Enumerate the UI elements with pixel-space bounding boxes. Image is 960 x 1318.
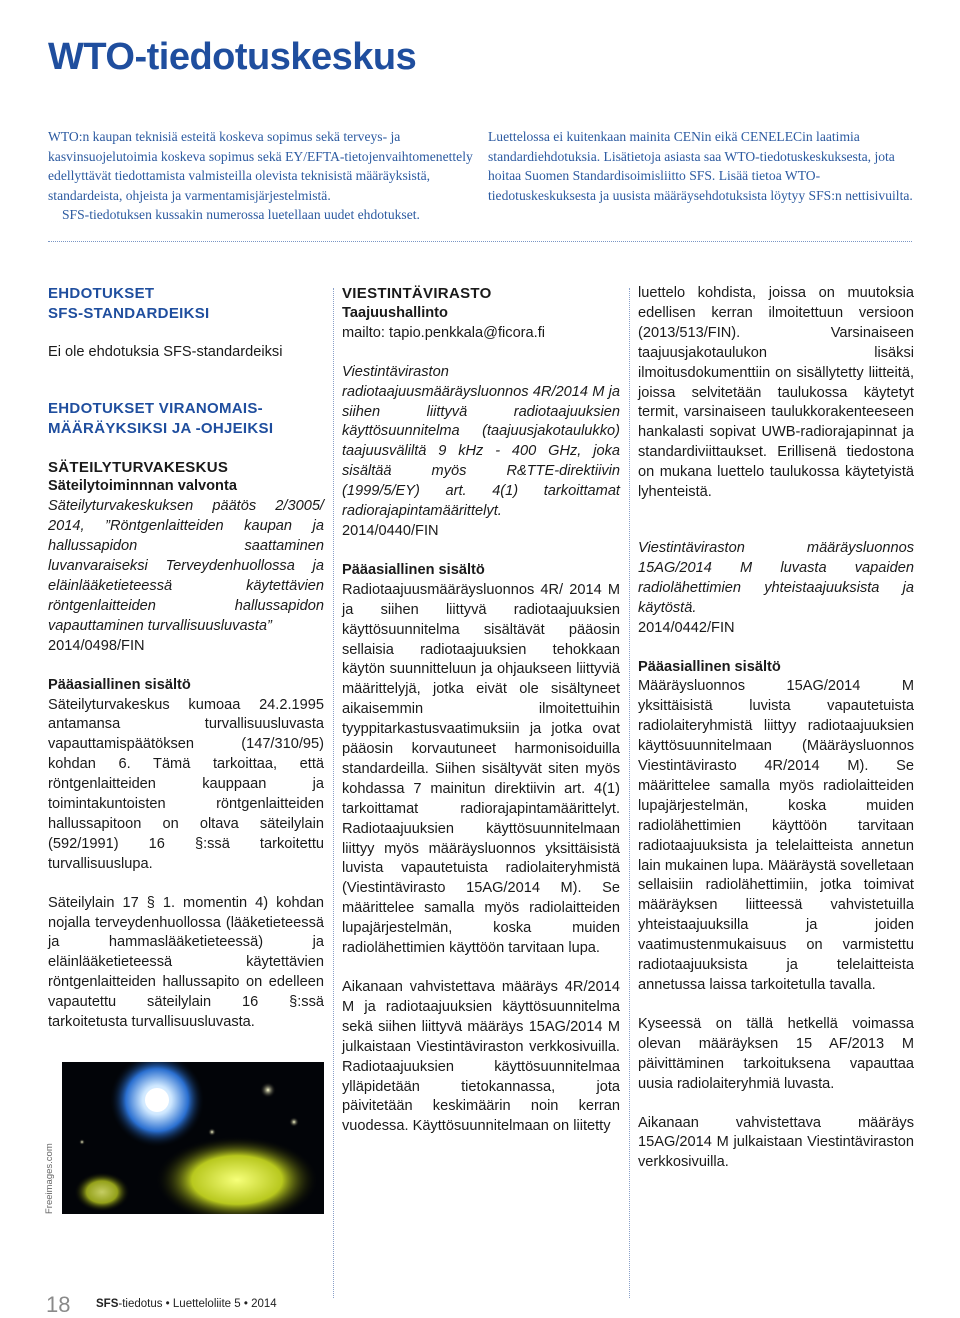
footer-brand-rest: -tiedotus (118, 1298, 163, 1310)
intro-paragraph: WTO:n kaupan teknisiä esteitä koskeva sopimus sekä terveys- ja kasvinsuojelutoimia koskeva sopimus sekä EY/EFTA-tietojenvaihtomenettely edellyttävät tiedottamista valmisteilla olevista teknisistä määräyksistä, standardeista, ohjeista ja varmentamisjärjestelmistä. (48, 129, 473, 203)
section-heading: SFS-STANDARDEIKSI (48, 304, 210, 322)
intro-paragraph: SFS-tiedotuksen kussakin numerossa luetellaan uudet ehdotukset. (62, 207, 420, 223)
photo-credit: Freeimages.com (44, 1143, 55, 1214)
intro-right (488, 127, 914, 205)
authority-heading: VIESTINTÄVIRASTO (342, 285, 492, 302)
proposal-title: Viestintäviraston määräysluonnos 15AG/2014 M luvasta vapaiden radiolähettimien yhteistaajuuksista ja käytöstä. (638, 539, 914, 616)
authority-heading: SÄTEILYTURVAKESKUS (48, 458, 229, 476)
footer-issue: • Luetteloliite 5 • 2014 (162, 1298, 277, 1310)
content-paragraph: Säteilylain 17 § 1. momentin 4) kohdan nojalla terveydenhuollossa (lääketieteessä ja hammaslääketieteessä) ja eläinlääketieteessä käytettävien röntgenlaitteiden hallussapito on edelleen vapautettu säteilylain 16 §:ssä tarkoitetusta turvallisuusluvasta. (48, 894, 324, 1031)
reference-number: 2014/0442/FIN (638, 619, 735, 636)
column-1 (48, 284, 324, 1033)
section-heading: EHDOTUKSET (48, 285, 155, 302)
column-3 (638, 284, 914, 1173)
page-title: WTO-tiedotuskeskus (48, 36, 417, 78)
radiation-photo (62, 1062, 324, 1214)
proposal-title: Säteilyturvakeskuksen päätös 2/3005/ 2014, ”Röntgenlaitteiden kaupan ja hallussapidon saattaminen luvanvaraiseksi Terveydenhuollossa ja eläinlääketieteessä käytettävien röntgenlaitteiden hallussapidon vapauttaminen turvallisuusluvasta” (48, 498, 324, 634)
no-proposals-text: Ei ole ehdotuksia SFS-standardeiksi (48, 343, 283, 360)
column-divider (629, 288, 630, 1298)
content-paragraph: luettelo kohdista, joissa on muutoksia edellisen kerran ilmoitettuun versioon (2013/513/FIN). Varsinaiseen taajuusjakotaulukon lisäksi ilmoitusdokumenttiin on sisällytetty liitteitä, joissa selvitetään taulukossa käytetyt termit, varsinaiseen taulukkorakenteeseen hankalasti sopivat UWB-radiorajapinnat ja standardiviittaukset. Erillisenä tiedostona on mukana luettelo taulukossa käytetyistä lyhenteistä. (638, 285, 914, 501)
contact-email: mailto: tapio.penkkala@ficora.fi (342, 324, 546, 341)
column-divider (333, 288, 334, 1298)
section-heading: EHDOTUKSET VIRANOMAIS- (48, 399, 263, 417)
section-divider (48, 241, 912, 242)
content-heading: Pääasiallinen sisältö (48, 676, 191, 693)
section-heading: MÄÄRÄYKSIKSI JA -OHJEIKSI (48, 419, 274, 437)
authority-subheading: Taajuushallinto (342, 304, 448, 321)
content-paragraph: Kyseessä on tällä hetkellä voimassa olevan määräyksen 15 AF/2013 M päivittäminen tarkoituksena vapauttaa uusia radiolaiteryhmiä luvasta. (638, 1015, 914, 1092)
page-number: 18 (46, 1292, 71, 1317)
footer-publication (96, 1298, 277, 1310)
reference-number: 2014/0498/FIN (48, 637, 145, 654)
content-heading: Pääasiallinen sisältö (638, 658, 781, 675)
proposal-title: Viestintäviraston radiotaajuusmääräysluonnos 4R/2014 M ja siihen liittyvä radiotaajuuksien käyttösuunnitelma (taajuusjakotaulukko) taajuusväliltä 9 kHz - 400 GHz, joka sisältää myös R&TTE-direktiivin (1999/5/EY) art. 4(1) tarkoittamat radiorajapintamäärittelyt. (342, 363, 620, 520)
reference-number: 2014/0440/FIN (342, 522, 439, 539)
content-paragraph: Radiotaajuusmääräysluonnos 4R/ 2014 M ja siihen liittyvä radiotaajuuksien käyttösuunnitelma sisältävät pääosin sellaisia radiotaajuuksien tehokkaan käytön suunnitteluun ja ohjaukseen liittyviä määrittelyjä, jotka eivät ole sisältyneet aikaisemmin ilmoitettuihin tyyppitarkastusvaatimuksiin ja jotka ovat pääosin korvautuneet harmonisoiduilla standardeilla. Siihen sisältyvät siten myös kohdassa 7 mainitun direktiivin art. 4(1) tarkoittamat radiorajapintamäärittelyt. Radiotaajuuksien käyttösuunnitelmaan liittyy myös määräysluonnos yksittäisistä luvista vapautetuista radiolaiteryhmistä (Viestintävirasto 15AG/2014 M). Se määrittelee samalla myös radiolaitteiden lupajärjestelmän, koska muiden radiolähettimien käyttöön tarvitaan lupa. (342, 581, 620, 957)
content-paragraph: Aikanaan vahvistettava määräys 15AG/2014 M julkaistaan Viestintäviraston verkkosivuilla. (638, 1114, 914, 1171)
content-paragraph: Määräysluonnos 15AG/2014 M yksittäisistä luvista vapautetuista radiolaiteryhmistä liittyy radiotaajuuksien käyttösuunnitelmaan (Määräysluonnos Viestintävirasto 4R/2014 M). Se määrittelee samalla myös radiolaitteiden lupajärjestelmän, koska muiden radiolähettimien käyttöön tarvitaan radiotaajuuksista ja telelaitteista annetun lain mukainen lupa. Määräystä sovelletaan sellaisiin radiolähettimiin, jotka toimivat määräyksen liitteessä vahvistetuilla yhteistaajuuksilla ja joiden vaatimustenmukaisuus on varmistettu radiotaajuuksista ja telelaitteista annetussa laissa tarkoitetulla tavalla. (638, 678, 914, 993)
content-heading: Pääasiallinen sisältö (342, 561, 485, 578)
lights-image (62, 1062, 324, 1214)
authority-subheading: Säteilytoiminnnan valvonta (48, 478, 237, 495)
column-2 (342, 284, 620, 1137)
content-paragraph: Aikanaan vahvistettava määräys 4R/2014 M ja radiotaajuuksien käyttösuunnitelma sekä siihen liittyvä määräys 15AG/2014 M julkaistaan Viestintäviraston verkkosivuilla. Radiotaajuuksien käyttösuunnitelmaa ylläpidetään tietokannassa, jota päivitetään keskimäärin noin kerran vuodessa. Käyttösuunnitelmaan on liitetty (342, 979, 620, 1135)
content-paragraph: Säteilyturvakeskus kumoaa 24.2.1995 antamansa turvallisuusluvasta vapauttamispäätöksen (147/310/95) kohdan 6. Tämä tarkoittaa, että röntgenlaitteiden kauppaan ja toimintakuntoisten röntgenlaitteiden hallussapitoon on oltava säteilylain (592/1991) 16 §:ssä tarkoitettu turvallisuuslupa. (48, 696, 324, 872)
intro-paragraph: Luettelossa ei kuitenkaan mainita CENin eikä CENELECin laatimia standardiehdotuksia. Lisätietoja asiasta saa WTO-tiedotuskeskuksesta, jota hoitaa Suomen Standardisoimisliitto SFS. Lisää tietoa WTO-tiedotuskeskuksesta ja uusista määräysehdotuksista löytyy SFS:n nettisivuilta. (488, 129, 913, 203)
intro-left (48, 127, 478, 225)
footer-brand: SFS (96, 1298, 119, 1310)
